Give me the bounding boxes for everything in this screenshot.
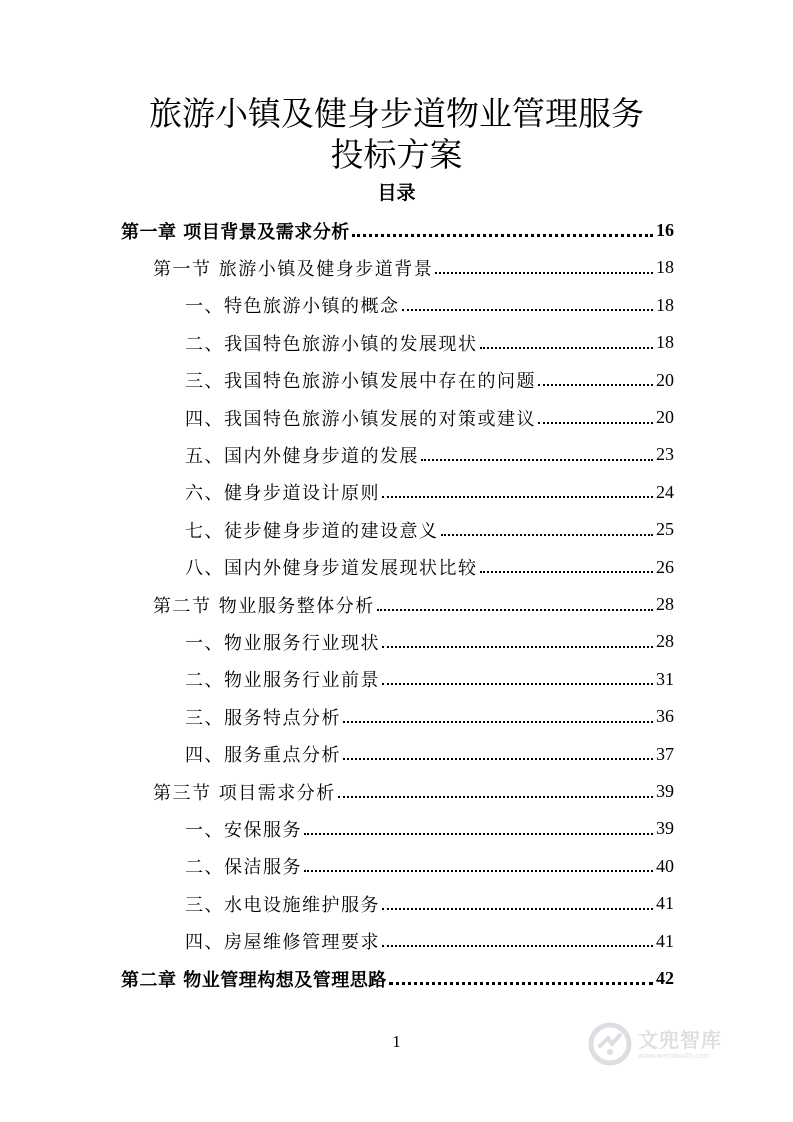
toc-entry-page: 28 bbox=[656, 631, 674, 652]
toc-entry[interactable] bbox=[185, 287, 674, 324]
toc-entry-page: 31 bbox=[656, 668, 674, 689]
toc-entry[interactable] bbox=[185, 661, 674, 698]
toc-entry-label: 二、物业服务行业前景 bbox=[185, 670, 380, 692]
toc-entry-label: 六、健身步道设计原则 bbox=[185, 483, 380, 505]
toc-entry-label: 一、物业服务行业现状 bbox=[185, 632, 380, 654]
toc-leader-dots bbox=[382, 683, 653, 685]
toc-entry-page: 23 bbox=[656, 444, 674, 465]
document-title-line-1: 旅游小镇及健身步道物业管理服务 bbox=[149, 94, 644, 133]
toc-leader-dots bbox=[343, 721, 653, 723]
toc-entry[interactable] bbox=[185, 399, 674, 436]
toc-entry-label: 第三节 项目需求分析 bbox=[153, 782, 336, 804]
toc-entry-page: 42 bbox=[656, 968, 674, 988]
toc-entry[interactable] bbox=[121, 960, 674, 997]
toc-entry-page: 18 bbox=[656, 294, 674, 315]
toc-entry[interactable] bbox=[153, 249, 674, 286]
toc-entry[interactable] bbox=[185, 923, 674, 960]
toc-leader-dots bbox=[338, 796, 653, 798]
wendou-logo-icon bbox=[588, 1022, 632, 1066]
toc-entry-label: 第二章 物业管理构想及管理思路 bbox=[121, 969, 387, 991]
toc-entry-page: 41 bbox=[656, 930, 674, 951]
toc-entry[interactable] bbox=[185, 810, 674, 847]
toc-entry-label: 一、特色旅游小镇的概念 bbox=[185, 296, 400, 318]
toc-leader-dots bbox=[352, 234, 653, 237]
toc-entry[interactable] bbox=[185, 324, 674, 361]
toc-leader-dots bbox=[382, 646, 653, 648]
toc-leader-dots bbox=[402, 309, 654, 311]
toc-entry-page: 39 bbox=[656, 781, 674, 801]
toc-leader-dots bbox=[480, 571, 654, 573]
toc-entry[interactable] bbox=[185, 623, 674, 660]
toc-entry[interactable] bbox=[185, 436, 674, 473]
toc-entry[interactable] bbox=[153, 586, 674, 623]
toc-leader-dots bbox=[304, 870, 653, 872]
toc-entry-label: 二、保洁服务 bbox=[185, 857, 302, 879]
toc-leader-dots bbox=[382, 496, 653, 498]
toc-leader-dots bbox=[538, 384, 653, 386]
toc-entry-label: 一、安保服务 bbox=[185, 819, 302, 841]
toc-entry-page: 18 bbox=[656, 257, 674, 278]
toc-entry-page: 41 bbox=[656, 893, 674, 914]
toc-entry[interactable] bbox=[185, 549, 674, 586]
toc-entry-page: 24 bbox=[656, 481, 674, 502]
toc-entry[interactable] bbox=[185, 698, 674, 735]
toc-entry-label: 七、徒步健身步道的建设意义 bbox=[185, 520, 439, 542]
toc-entry-label: 第一章 项目背景及需求分析 bbox=[121, 221, 350, 243]
toc-leader-dots bbox=[441, 534, 654, 536]
toc-leader-dots bbox=[480, 347, 654, 349]
toc-entry-label: 三、我国特色旅游小镇发展中存在的问题 bbox=[185, 371, 536, 393]
toc-entry-label: 四、服务重点分析 bbox=[185, 745, 341, 767]
toc-leader-dots bbox=[343, 758, 653, 760]
toc-entry-page: 20 bbox=[656, 369, 674, 390]
toc-entry-page: 18 bbox=[656, 332, 674, 353]
toc-entry[interactable] bbox=[185, 362, 674, 399]
toc-leader-dots bbox=[377, 609, 653, 611]
toc-leader-dots bbox=[435, 272, 653, 274]
toc-leader-dots bbox=[389, 982, 653, 985]
page-number: 1 bbox=[392, 1032, 401, 1051]
toc-entry[interactable] bbox=[185, 474, 674, 511]
toc-leader-dots bbox=[538, 422, 653, 424]
toc-entry[interactable] bbox=[121, 212, 674, 249]
toc-entry-label: 二、我国特色旅游小镇的发展现状 bbox=[185, 333, 478, 355]
toc-entry-page: 28 bbox=[656, 594, 674, 614]
toc-entry-page: 36 bbox=[656, 706, 674, 727]
toc-heading: 目录 bbox=[377, 182, 416, 204]
toc-entry-label: 三、服务特点分析 bbox=[185, 707, 341, 729]
toc-entry-label: 四、房屋维修管理要求 bbox=[185, 932, 380, 954]
toc-entry-page: 39 bbox=[656, 818, 674, 839]
toc-entry-label: 第二节 物业服务整体分析 bbox=[153, 595, 375, 617]
watermark-name: 文兜智库 bbox=[638, 1027, 722, 1052]
toc-entry-page: 26 bbox=[656, 556, 674, 577]
toc-entry[interactable] bbox=[185, 511, 674, 548]
watermark-url: www.wendoulib.com bbox=[638, 1051, 710, 1060]
toc-entry-label: 四、我国特色旅游小镇发展的对策或建议 bbox=[185, 408, 536, 430]
toc-leader-dots bbox=[304, 833, 653, 835]
toc-entry-page: 25 bbox=[656, 519, 674, 540]
toc-entry-page: 40 bbox=[656, 855, 674, 876]
toc-entry[interactable] bbox=[185, 848, 674, 885]
toc-entry-page: 37 bbox=[656, 743, 674, 764]
toc-entry-label: 三、水电设施维护服务 bbox=[185, 894, 380, 916]
toc-leader-dots bbox=[421, 459, 653, 461]
toc-entry-label: 五、国内外健身步道的发展 bbox=[185, 445, 419, 467]
toc-leader-dots bbox=[382, 945, 653, 947]
toc-entry-label: 第一节 旅游小镇及健身步道背景 bbox=[153, 258, 434, 280]
watermark bbox=[588, 1022, 722, 1066]
toc-entry[interactable] bbox=[185, 885, 674, 922]
toc-entry[interactable] bbox=[153, 773, 674, 810]
toc-entry[interactable] bbox=[185, 736, 674, 773]
toc-entry-page: 20 bbox=[656, 407, 674, 427]
toc-entry-page: 16 bbox=[656, 220, 674, 240]
toc-leader-dots bbox=[382, 908, 653, 910]
toc-entry-label: 八、国内外健身步道发展现状比较 bbox=[185, 558, 478, 580]
document-title-line-2: 投标方案 bbox=[330, 135, 463, 174]
